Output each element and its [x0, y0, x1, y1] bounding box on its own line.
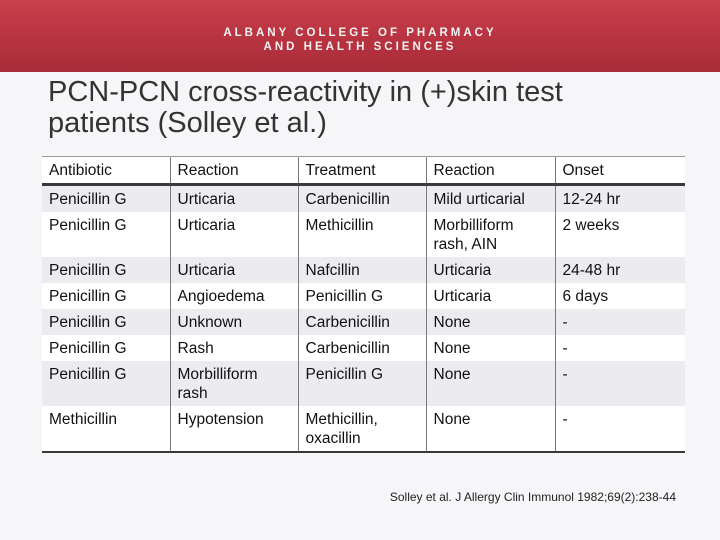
table-cell: Morbilliform rash	[170, 361, 298, 406]
table-cell: Penicillin G	[298, 361, 426, 406]
college-name-line2: AND HEALTH SCIENCES	[263, 41, 457, 53]
table-cell: -	[555, 361, 685, 406]
table-cell: Penicillin G	[42, 212, 170, 257]
table-cell: Mild urticarial	[426, 185, 555, 213]
table-cell: Morbilliform rash, AIN	[426, 212, 555, 257]
table-cell: Penicillin G	[42, 309, 170, 335]
table-row	[42, 335, 685, 361]
slide-title-line1: PCN-PCN cross-reactivity in (+)skin test	[48, 76, 563, 108]
table-cell: Urticaria	[170, 212, 298, 257]
table-cell: -	[555, 406, 685, 452]
table-cell: Penicillin G	[42, 335, 170, 361]
table-cell: Urticaria	[170, 185, 298, 213]
table-cell: Urticaria	[426, 283, 555, 309]
table-header-row	[42, 157, 685, 185]
table-cell: Methicillin	[298, 212, 426, 257]
slide-title-line2: patients (Solley et al.)	[48, 107, 327, 139]
table-cell: 2 weeks	[555, 212, 685, 257]
table-cell: Carbenicillin	[298, 185, 426, 213]
table-cell: 6 days	[555, 283, 685, 309]
table-cell: Rash	[170, 335, 298, 361]
column-header-reaction-outcome: Reaction	[426, 157, 555, 185]
table-cell: Methicillin, oxacillin	[298, 406, 426, 452]
table-cell: Hypotension	[170, 406, 298, 452]
table-cell: -	[555, 309, 685, 335]
table-cell: Carbenicillin	[298, 335, 426, 361]
table-cell: None	[426, 335, 555, 361]
table-cell: Penicillin G	[42, 283, 170, 309]
table-cell: None	[426, 309, 555, 335]
cross-reactivity-table	[42, 156, 685, 453]
table-cell: Nafcillin	[298, 257, 426, 283]
table-cell: Penicillin G	[42, 257, 170, 283]
table-cell: None	[426, 406, 555, 452]
table-cell: 12-24 hr	[555, 185, 685, 213]
table-cell: Methicillin	[42, 406, 170, 452]
table-row	[42, 212, 685, 257]
table-row	[42, 406, 685, 452]
table-row	[42, 257, 685, 283]
table-row	[42, 185, 685, 213]
column-header-antibiotic: Antibiotic	[42, 157, 170, 185]
table-cell: Urticaria	[426, 257, 555, 283]
table-cell: Penicillin G	[298, 283, 426, 309]
table-row	[42, 283, 685, 309]
column-header-reaction: Reaction	[170, 157, 298, 185]
column-header-treatment: Treatment	[298, 157, 426, 185]
table-cell: Unknown	[170, 309, 298, 335]
slide-title	[48, 77, 698, 139]
table-cell: Angioedema	[170, 283, 298, 309]
table-cell: None	[426, 361, 555, 406]
table-cell: Urticaria	[170, 257, 298, 283]
table-cell: Penicillin G	[42, 185, 170, 213]
table-row	[42, 361, 685, 406]
table-cell: Carbenicillin	[298, 309, 426, 335]
college-banner	[0, 0, 720, 72]
column-header-onset: Onset	[555, 157, 685, 185]
table-cell: -	[555, 335, 685, 361]
table-row	[42, 309, 685, 335]
college-name-line1: ALBANY COLLEGE OF PHARMACY	[223, 27, 497, 39]
table-cell: 24-48 hr	[555, 257, 685, 283]
table-cell: Penicillin G	[42, 361, 170, 406]
citation-footnote: Solley et al. J Allergy Clin Immunol 1982;69(2):238-44	[389, 490, 676, 504]
